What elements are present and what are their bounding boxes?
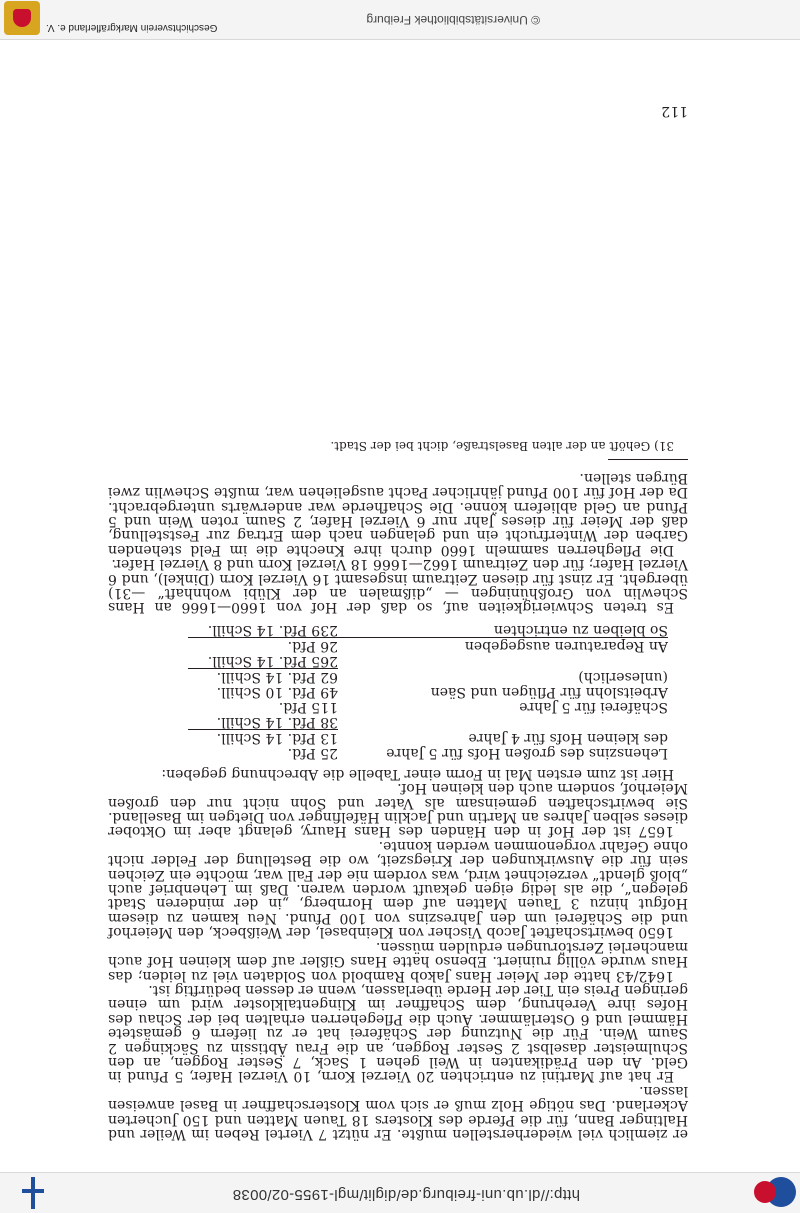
account-table [108, 622, 688, 760]
viewer-header-bar [0, 1172, 800, 1213]
organization-name: Geschichtsverein Markgräflerland e. V. [46, 22, 218, 33]
account-row: (unleserlich) 62 Pfd. 14 Schill. [216, 669, 668, 686]
account-row: Arbeitslohn für Pflügen und Säen 49 Pfd. 10 Schill. [216, 684, 668, 701]
paragraph-4: 1650 bewirtschaftet Jacob Vischer von Kleinbasel, der Weißbeck, den Meierhof und die Schäferei um den Jahreszins von 100 Pfund. Neu kamen zu diesem Hofgut hinzu 3 Tauen Matten auf dem Hornberg, „in der minderen Stadt gelegen“, die als ledig eigen gekauft worden waren. Daß im Lehenbrief auch „bloß glendt“ verzeichnet wird, was vordem nie der Fall war, möchte ein Zeichen sein für die Auswirkungen der Kriegszeit, wo die Bestellung der Felder nicht ohne Gefahr vorgenommen werden konnte. [108, 837, 688, 941]
paragraph-7: Es treten Schwierigkeiten auf, so daß der Hof von 1660—1666 an Hans Schewlin von Großhüningen — „dißmalen an der Klübi wohnhaft“ —31) übergeht. Er zinst für diesen Zeitraum insgesamt 16 Vierzel Korn (Dinkel), und 6 Vierzel Hafer; für den Zeitraum 1662—1666 18 Vierzel Korn und 8 Vierzel Hafer. [108, 556, 688, 616]
paragraph-6: Hier ist zum ersten Mal in Form einer Tabelle die Abrechnung gegeben: [161, 765, 674, 782]
viewer-footer-bar [0, 0, 800, 40]
account-row: Lehenszins des großen Hofs für 5 Jahre 25 Pfd. [287, 745, 668, 762]
page-text [108, 439, 688, 1141]
paragraph-8: Die Pflegherren sammeln 1660 durch ihre Knechte die im Feld stehenden Garben der Winterfrucht ein und gelangen nach dem Ertrag zur Feststellung, daß der Meier für dieses Jahr nur 6 Vierzel Hafer, 2 Saum roten Wein und 5 Pfund an Geld abliefern könne. Die Schafherde war anderwärts untergebracht. Da der Hof für 100 Pfund jährlicher Pacht ausgeliehen war, mußte Schewlin zwei Bürgen stellen. [108, 469, 688, 558]
cross-logo-icon [20, 1177, 46, 1209]
paragraph-2: Er hat auf Martini zu entrichten 20 Vierzel Korn, 10 Vierzel Hafer, 5 Pfund in Geld. An den Prädikanten in Weil gehen 1 Sack, 7 Sester Roggen, an den Schulmeister daselbst 2 Sester Roggen, an die Frau Äbtissin zu Säckingen 2 Saum Wein. Für die Nutzung der Schäferei hat er zu liefern 6 gemästete Hämmel und 6 Osterlämmer. Auch die Pflegeherren erhalten bei der Schau des Hofes ihre Verehrung, dem Schaffner im Klingentalkloster wird um einen geringen Preis ein Tier der Herde überlassen, wenn er dessen bedürftig ist. [108, 981, 688, 1085]
footnote-rule [608, 459, 688, 460]
account-row: 265 Pfd. 14 Schill. [207, 653, 338, 670]
paragraph-3: 1642/43 hatte der Meier Hans Jakob Rambold von Soldaten viel zu leiden; das Haus wurde völlig ruiniert. Ebenso hatte Hans Gißler auf dem kleinen Hof auch mancherlei Zerstörungen erdulden müssen. [108, 938, 688, 984]
account-row: So bleiben zu entrichten 239 Pfd. 14 Schill. [207, 622, 668, 639]
account-row: An Reparaturen ausgegeben 26 Pfd. [287, 638, 668, 655]
coat-of-arms-logo [4, 1, 40, 35]
footnote-31: 31) Gehöft an der alten Baselstraße, dicht bei der Stadt. [330, 439, 674, 454]
account-row: 38 Pfd. 14 Schill. [216, 714, 338, 731]
paragraph-1: er ziemlich viel wiederherstellen mußte. Er nützt 7 Viertel Reben im Weiler und Haltinger Bann, für die Pferde des Klosters 18 Tauen Matten und 150 Jucherten Ackerland. Das nötige Holz muß er sich vom Klosterschaffner in Basel anweisen lassen. [108, 1082, 688, 1142]
account-row: des kleinen Hofs für 4 Jahre 13 Pfd. 14 Schill. [216, 730, 668, 747]
source-url[interactable]: http://dl.ub.uni-freiburg.de/diglit/mgl-1955-02/0038 [232, 1186, 580, 1203]
account-row: Schäferei für 5 Jahre 115 Pfd. [278, 699, 668, 716]
paragraph-5: 1657 ist der Hof in den Händen des Hans Haury, gelangt aber im Oktober dieses selben Jahres an Martin und Jacklin Häfelfinger von Dietgen im Baselland. Sie bewirtschaften gemeinsam als Vater und Sohn nicht nur den großen Meierhof, sondern auch den kleinen Hof. [108, 780, 688, 840]
ub-freiburg-logo [754, 1173, 800, 1213]
page-number: 112 [661, 103, 688, 119]
copyright-credit: © Universitätsbibliothek Freiburg [366, 13, 540, 27]
